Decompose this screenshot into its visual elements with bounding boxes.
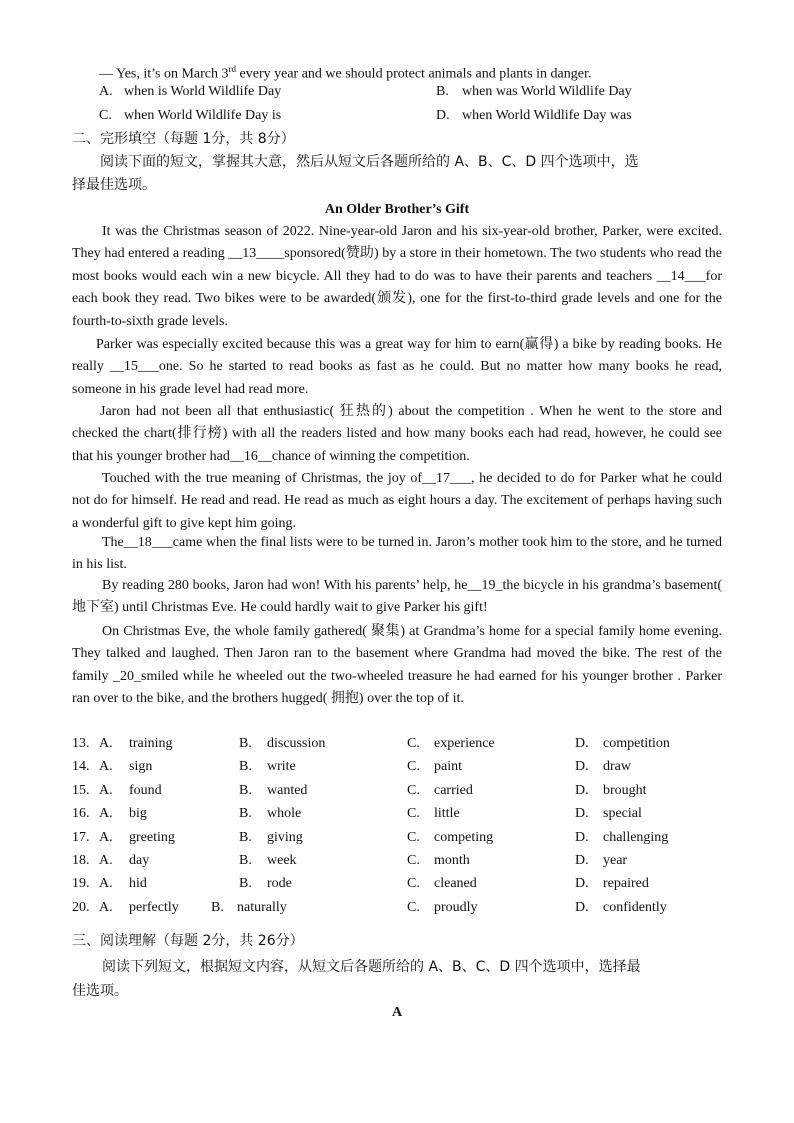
option-letter: C.	[407, 899, 420, 915]
option-text: discussion	[267, 736, 326, 751]
question-row	[72, 757, 722, 777]
option-letter: B.	[239, 876, 252, 892]
option-text: big	[129, 806, 147, 822]
option-text: whole	[267, 806, 302, 822]
question-number: 19.	[72, 876, 90, 892]
option-text: day	[129, 853, 150, 868]
option-letter: D.	[575, 759, 589, 775]
option-letter: D.	[575, 876, 589, 892]
option-text: sign	[129, 759, 153, 775]
option-text: draw	[603, 759, 631, 775]
section2-heading: 二、完形填空（每题 1分，共 8分）	[72, 131, 295, 147]
option-letter: B.	[239, 782, 252, 798]
option-text: write	[267, 759, 296, 775]
question-number: 18.	[72, 853, 90, 868]
question-number: 17.	[72, 829, 90, 845]
option-text: proudly	[434, 899, 478, 915]
option-letter: A.	[99, 806, 113, 822]
passage-title: An Older Brother’s Gift	[324, 202, 470, 217]
option-letter: A.	[99, 84, 113, 99]
option-text: repaired	[603, 876, 649, 892]
option-text: naturally	[237, 899, 287, 915]
question-row	[72, 734, 722, 754]
passage-paragraph-6: By reading 280 books, Jaron had won! With his parents’ help, he__19_the bicycle in his grandma’s basement( 地下室) until Christmas Eve. He could hardly wait to give Parker his gift!	[72, 578, 722, 616]
option-text: competition	[603, 736, 670, 751]
option-letter: A.	[99, 782, 113, 798]
option-letter: C.	[407, 736, 420, 751]
passage-paragraph-4: Touched with the true meaning of Christmas, the joy of__17___, he decided to do for Parker what he could not do for himself. He read and read. He read as much as eight hours a day. The excitement of perhaps having such a wonderful gift to give kept him going.	[72, 471, 722, 531]
option-letter: C.	[407, 782, 420, 798]
option-text: experience	[434, 736, 495, 751]
question-row	[72, 804, 722, 824]
option-text: greeting	[129, 829, 175, 845]
option-text: brought	[603, 782, 647, 798]
option-text: when World Wildlife Day is	[124, 108, 282, 123]
prev-answer-line: — Yes, it’s on March 3rd every year and we should protect animals and plants in danger.	[99, 64, 592, 82]
option-text: giving	[267, 829, 303, 845]
option-letter: C.	[407, 853, 420, 868]
option-text: when is World Wildlife Day	[124, 84, 282, 99]
option-text: special	[603, 806, 642, 822]
option-letter: B.	[239, 853, 252, 868]
option-letter: D.	[575, 829, 589, 845]
option-letter: C.	[407, 759, 420, 775]
option-text: cleaned	[434, 876, 477, 892]
passage-paragraph-7: On Christmas Eve, the whole family gathered( 聚集) at Grandma’s home for a special family home evening. They talked and laughed. Then Jaron ran to the basement where Grandma had moved the bike. The rest of the family _20_smiled while he wheeled out the two-wheeled treasure he had earned for his younger brother . Parker ran over to the bike, and the brothers hugged( 拥抱) over the top of it.	[72, 624, 722, 707]
option-letter: B.	[436, 84, 449, 99]
prev-options-row-2	[72, 106, 722, 126]
option-text: wanted	[267, 782, 308, 798]
option-text: competing	[434, 829, 494, 845]
option-letter: D.	[575, 853, 589, 868]
option-letter: D.	[575, 806, 589, 822]
option-text: month	[434, 853, 470, 868]
question-row	[72, 828, 722, 848]
option-letter: C.	[99, 108, 112, 123]
option-letter: A.	[99, 759, 113, 775]
question-row	[72, 781, 722, 801]
option-text: hid	[129, 876, 147, 892]
option-text: week	[267, 853, 297, 868]
option-text: little	[434, 806, 460, 822]
option-letter: C.	[407, 876, 420, 892]
question-number: 13.	[72, 736, 90, 751]
section2-instruction-1: 阅读下面的短文，掌握其大意，然后从短文后各题所给的 A、B、C、D 四个选项中，选	[100, 154, 639, 170]
option-text: training	[129, 736, 173, 751]
option-letter: B.	[239, 759, 252, 775]
option-text: challenging	[603, 829, 669, 845]
option-letter: B.	[211, 899, 224, 915]
section3-heading: 三、阅读理解（每题 2分，共 26分）	[72, 933, 304, 949]
option-letter: A.	[99, 876, 113, 892]
option-letter: D.	[575, 899, 589, 915]
option-text: rode	[267, 876, 292, 892]
option-letter: D.	[575, 782, 589, 798]
option-text: found	[129, 782, 162, 798]
passage-paragraph-5: The__18___came when the final lists were to be turned in. Jaron’s mother took him to the store, and he turned in his list.	[72, 535, 722, 573]
option-letter: C.	[407, 806, 420, 822]
question-number: 20.	[72, 899, 90, 915]
option-text: when was World Wildlife Day	[462, 84, 632, 99]
section3-instruction-2: 佳选项。	[72, 983, 128, 999]
question-row	[72, 874, 722, 894]
prev-options-row-1	[72, 82, 722, 102]
question-number: 14.	[72, 759, 90, 775]
option-letter: D.	[436, 108, 450, 123]
question-number: 15.	[72, 782, 90, 798]
option-letter: A.	[99, 899, 113, 915]
passage-paragraph-3: Jaron had not been all that enthusiastic( 狂热的) about the competition . When he went to the store and checked the chart(排行榜) with all the readers listed and how many books each had read, however, he could see that his younger brother had__16__chance of winning the competition.	[72, 404, 722, 464]
question-number: 16.	[72, 806, 90, 822]
option-text: when World Wildlife Day was	[462, 108, 632, 123]
option-letter: A.	[99, 736, 113, 751]
option-text: carried	[434, 782, 473, 798]
option-text: year	[603, 853, 628, 868]
option-letter: A.	[99, 853, 113, 868]
option-letter: D.	[575, 736, 589, 751]
section2-instruction-2: 择最佳选项。	[72, 177, 156, 193]
option-letter: C.	[407, 829, 420, 845]
question-row	[72, 851, 722, 871]
option-text: paint	[434, 759, 462, 775]
option-letter: B.	[239, 806, 252, 822]
option-text: confidently	[603, 899, 667, 915]
question-row	[72, 898, 722, 918]
passage-paragraph-1: It was the Christmas season of 2022. Nine-year-old Jaron and his six-year-old brother, Parker, were excited. They had entered a reading __13____sponsored(赞助) by a store in their hometown. The two students who read the most books would each win a new bicycle. All they had to do was to have their parents and teachers __14___for each book they read. Two bikes were to be awarded(颁发), one for the first-to-third grade levels and one for the fourth-to-sixth grade levels.	[72, 224, 722, 329]
passage-paragraph-2: Parker was especially excited because this was a great way for him to earn(赢得) a bike by reading books. He really __15___one. So he started to read books as fast as he could. But no matter how many books he read, someone in his grade level had read more.	[72, 337, 722, 397]
section3-instruction-1: 阅读下列短文，根据短文内容，从短文后各题所给的 A、B、C、D 四个选项中，选择最	[102, 959, 641, 975]
option-letter: A.	[99, 829, 113, 845]
option-letter: B.	[239, 736, 252, 751]
option-letter: B.	[239, 829, 252, 845]
option-text: perfectly	[129, 899, 179, 915]
part-label: A	[391, 1005, 403, 1020]
